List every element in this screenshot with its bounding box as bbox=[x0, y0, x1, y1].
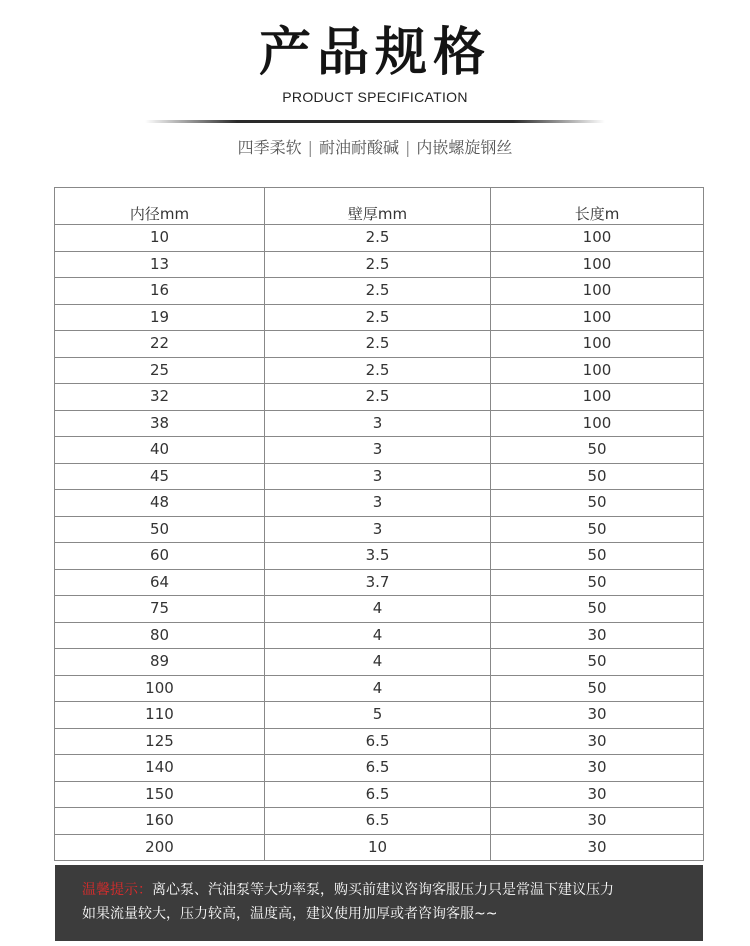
feature-soft: 四季柔软 bbox=[237, 138, 302, 157]
wall-thickness-cell: 6.5 bbox=[265, 755, 491, 782]
length-cell: 50 bbox=[491, 490, 704, 517]
wall-thickness-cell: 2.5 bbox=[265, 357, 491, 384]
table-row bbox=[55, 728, 704, 755]
wall-thickness-cell: 6.5 bbox=[265, 728, 491, 755]
length-cell: 50 bbox=[491, 596, 704, 623]
length-cell: 30 bbox=[491, 834, 704, 861]
length-cell: 50 bbox=[491, 516, 704, 543]
wall-thickness-cell: 3 bbox=[265, 437, 491, 464]
table-row bbox=[55, 834, 704, 861]
inner-diameter-cell: 200 bbox=[55, 834, 265, 861]
length-cell: 100 bbox=[491, 304, 704, 331]
length-cell: 100 bbox=[491, 225, 704, 252]
length-cell: 50 bbox=[491, 463, 704, 490]
table-row bbox=[55, 808, 704, 835]
inner-diameter-cell: 19 bbox=[55, 304, 265, 331]
table-row bbox=[55, 357, 704, 384]
notice-text-1: 离心泵、汽油泵等大功率泵，购买前建议咨询客服压力只是常温下建议压力 bbox=[152, 882, 614, 898]
length-cell: 30 bbox=[491, 622, 704, 649]
wall-thickness-cell: 4 bbox=[265, 622, 491, 649]
inner-diameter-cell: 38 bbox=[55, 410, 265, 437]
wall-thickness-cell: 6.5 bbox=[265, 808, 491, 835]
inner-diameter-cell: 60 bbox=[55, 543, 265, 570]
inner-diameter-cell: 13 bbox=[55, 251, 265, 278]
wall-thickness-cell: 2.5 bbox=[265, 251, 491, 278]
table-row bbox=[55, 543, 704, 570]
length-cell: 100 bbox=[491, 251, 704, 278]
page-subtitle: PRODUCT SPECIFICATION bbox=[282, 89, 468, 105]
table-row bbox=[55, 569, 704, 596]
length-cell: 50 bbox=[491, 649, 704, 676]
table-row bbox=[55, 596, 704, 623]
wall-thickness-cell: 5 bbox=[265, 702, 491, 729]
wall-thickness-cell: 3 bbox=[265, 490, 491, 517]
table-row bbox=[55, 702, 704, 729]
wall-thickness-cell: 4 bbox=[265, 596, 491, 623]
page-title: 产品规格 bbox=[258, 23, 491, 83]
wall-thickness-cell: 3 bbox=[265, 410, 491, 437]
inner-diameter-cell: 64 bbox=[55, 569, 265, 596]
column-header-length: 长度m bbox=[491, 188, 704, 225]
feature-oil-acid-resistant: 耐油耐酸碱 bbox=[318, 138, 399, 157]
table-row bbox=[55, 675, 704, 702]
table-row bbox=[55, 781, 704, 808]
spec-table bbox=[54, 187, 704, 861]
inner-diameter-cell: 150 bbox=[55, 781, 265, 808]
title-divider bbox=[145, 120, 605, 123]
inner-diameter-cell: 80 bbox=[55, 622, 265, 649]
inner-diameter-cell: 140 bbox=[55, 755, 265, 782]
length-cell: 50 bbox=[491, 569, 704, 596]
wall-thickness-cell: 2.5 bbox=[265, 225, 491, 252]
wall-thickness-cell: 4 bbox=[265, 675, 491, 702]
length-cell: 100 bbox=[491, 331, 704, 358]
feature-separator: | bbox=[405, 138, 411, 157]
length-cell: 30 bbox=[491, 728, 704, 755]
table-row bbox=[55, 304, 704, 331]
table-row bbox=[55, 649, 704, 676]
notice-text-2: 如果流量较大，压力较高，温度高，建议使用加厚或者咨询客服~~ bbox=[82, 906, 498, 922]
table-row bbox=[55, 278, 704, 305]
spec-table-body bbox=[55, 225, 704, 861]
table-row bbox=[55, 331, 704, 358]
inner-diameter-cell: 45 bbox=[55, 463, 265, 490]
inner-diameter-cell: 100 bbox=[55, 675, 265, 702]
table-row bbox=[55, 490, 704, 517]
wall-thickness-cell: 2.5 bbox=[265, 304, 491, 331]
inner-diameter-cell: 48 bbox=[55, 490, 265, 517]
inner-diameter-cell: 25 bbox=[55, 357, 265, 384]
length-cell: 30 bbox=[491, 781, 704, 808]
inner-diameter-cell: 10 bbox=[55, 225, 265, 252]
feature-separator: | bbox=[307, 138, 313, 157]
feature-list bbox=[0, 137, 750, 159]
inner-diameter-cell: 160 bbox=[55, 808, 265, 835]
wall-thickness-cell: 6.5 bbox=[265, 781, 491, 808]
table-row bbox=[55, 516, 704, 543]
column-header-wall-thickness: 壁厚mm bbox=[265, 188, 491, 225]
table-row bbox=[55, 437, 704, 464]
wall-thickness-cell: 3 bbox=[265, 463, 491, 490]
length-cell: 30 bbox=[491, 808, 704, 835]
wall-thickness-cell: 4 bbox=[265, 649, 491, 676]
length-cell: 50 bbox=[491, 543, 704, 570]
length-cell: 30 bbox=[491, 755, 704, 782]
inner-diameter-cell: 16 bbox=[55, 278, 265, 305]
inner-diameter-cell: 75 bbox=[55, 596, 265, 623]
feature-steel-wire: 内嵌螺旋钢丝 bbox=[416, 138, 513, 157]
length-cell: 50 bbox=[491, 675, 704, 702]
inner-diameter-cell: 89 bbox=[55, 649, 265, 676]
length-cell: 30 bbox=[491, 702, 704, 729]
table-row bbox=[55, 622, 704, 649]
wall-thickness-cell: 3.7 bbox=[265, 569, 491, 596]
wall-thickness-cell: 2.5 bbox=[265, 331, 491, 358]
inner-diameter-cell: 32 bbox=[55, 384, 265, 411]
length-cell: 100 bbox=[491, 278, 704, 305]
wall-thickness-cell: 2.5 bbox=[265, 278, 491, 305]
length-cell: 100 bbox=[491, 384, 704, 411]
length-cell: 100 bbox=[491, 410, 704, 437]
length-cell: 100 bbox=[491, 357, 704, 384]
table-row bbox=[55, 755, 704, 782]
inner-diameter-cell: 125 bbox=[55, 728, 265, 755]
table-row bbox=[55, 410, 704, 437]
inner-diameter-cell: 50 bbox=[55, 516, 265, 543]
notice-label: 温馨提示： bbox=[82, 882, 152, 898]
inner-diameter-cell: 40 bbox=[55, 437, 265, 464]
wall-thickness-cell: 3.5 bbox=[265, 543, 491, 570]
table-row bbox=[55, 463, 704, 490]
wall-thickness-cell: 2.5 bbox=[265, 384, 491, 411]
wall-thickness-cell: 3 bbox=[265, 516, 491, 543]
table-row bbox=[55, 251, 704, 278]
notice-line-1 bbox=[82, 878, 703, 902]
length-cell: 50 bbox=[491, 437, 704, 464]
column-header-inner-diameter: 内径mm bbox=[55, 188, 265, 225]
table-row bbox=[55, 225, 704, 252]
table-header-row bbox=[55, 188, 704, 225]
wall-thickness-cell: 10 bbox=[265, 834, 491, 861]
inner-diameter-cell: 22 bbox=[55, 331, 265, 358]
table-row bbox=[55, 384, 704, 411]
notice-box bbox=[55, 865, 703, 941]
inner-diameter-cell: 110 bbox=[55, 702, 265, 729]
